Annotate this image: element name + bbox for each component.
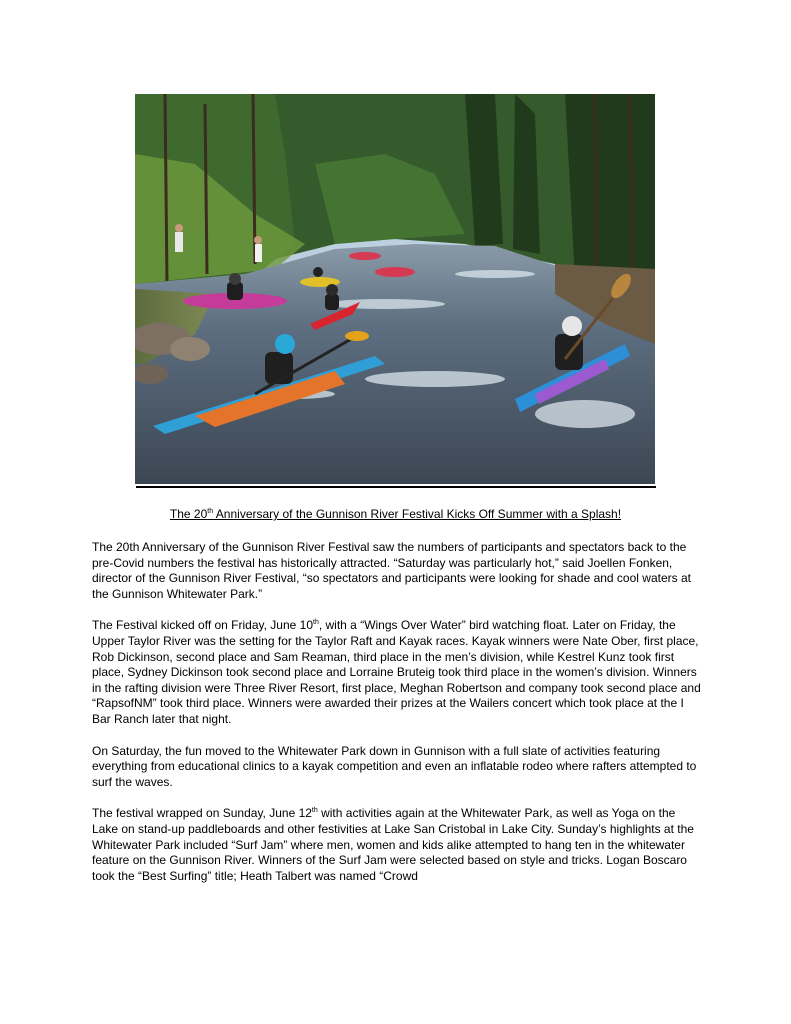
paddler [325, 294, 339, 310]
paragraph-1: The 20th Anniversary of the Gunnison River Festival saw the numbers of participants and spectators back to the pre-Covid numbers the festival has historically attracted. “Saturday was particularly hot,” said Joellen Fonken, director of the Gunnison River Festival, “so spectators and participants were looking for shade and cool waters at the Gunnison Whitewater Park.” [92, 540, 691, 601]
spectator [255, 244, 262, 262]
article-body [92, 540, 702, 900]
paddler [313, 267, 323, 277]
paragraph-superscript: th [313, 619, 319, 627]
helmet [229, 273, 241, 285]
helmet [562, 316, 582, 336]
title-superscript: th [207, 508, 214, 515]
rock [170, 337, 210, 361]
spectator-head [254, 236, 262, 244]
title-text: Anniversary of the Gunnison River Festival Kicks Off Summer with a Splash! [213, 507, 622, 521]
title-text: The 20 [169, 507, 208, 521]
paragraph-2 [92, 618, 702, 727]
paragraph-text: The festival wrapped on Sunday, June 12 [92, 806, 312, 821]
paragraph-superscript: th [311, 807, 318, 815]
spectator-head [175, 224, 183, 232]
photo-divider-line [136, 486, 656, 488]
paragraph-4 [92, 806, 702, 884]
paragraph-text: with activities again at the Whitewater Park, as well as Yoga on the Lake on stand-up paddleboards and other festivities at Lake San Cristobal in Lake City. Sunday’s highlights at the Whitewater Park included “Surf Jam” where men, women and kids alike attempted to hang ten in the whitewater feature on the Gunnison River. Winners of the Surf Jam were selected based on style and tricks. Logan Boscaro took the “Best Surfing” title; Heath Talbert was named “Crowd [92, 806, 694, 883]
paragraph-text: , with a “Wings Over Water” bird watching float. Later on Friday, the Upper Taylor River was the setting for the Taylor Raft and Kayak races. Kayak winners were Nate Ober, first place, Rob Dickinson, second place and Sam Reaman, third place in the men’s division, while Kestrel Kunz took first place, Sydney Dickinson took second place and Lorraine Bruteig took third place in the women’s division. Winners in the rafting division were Three River Resort, first place, Meghan Robertson and company took second place and “RapsofNM” took third place. Winners were awarded their prizes at the Wailers concert which took place at the I Bar Ranch later that night. [92, 618, 701, 726]
article-photo [135, 94, 655, 484]
article-title [0, 507, 791, 521]
paragraph-3: On Saturday, the fun moved to the Whitewater Park down in Gunnison with a full slate of activities featuring everything from educational clinics to a kayak competition and even an inflatable rodeo where rafters attempted to surf the waves. [92, 743, 697, 789]
spectator [175, 232, 183, 252]
kayak-red-far [375, 267, 415, 277]
helmet [326, 284, 338, 296]
kayakers-on-river-photo [135, 94, 655, 484]
helmet [275, 334, 295, 354]
paddle-blade [345, 331, 369, 341]
kayak-red-far [349, 252, 381, 260]
paragraph-text: The Festival kicked off on Friday, June 10 [92, 618, 313, 633]
